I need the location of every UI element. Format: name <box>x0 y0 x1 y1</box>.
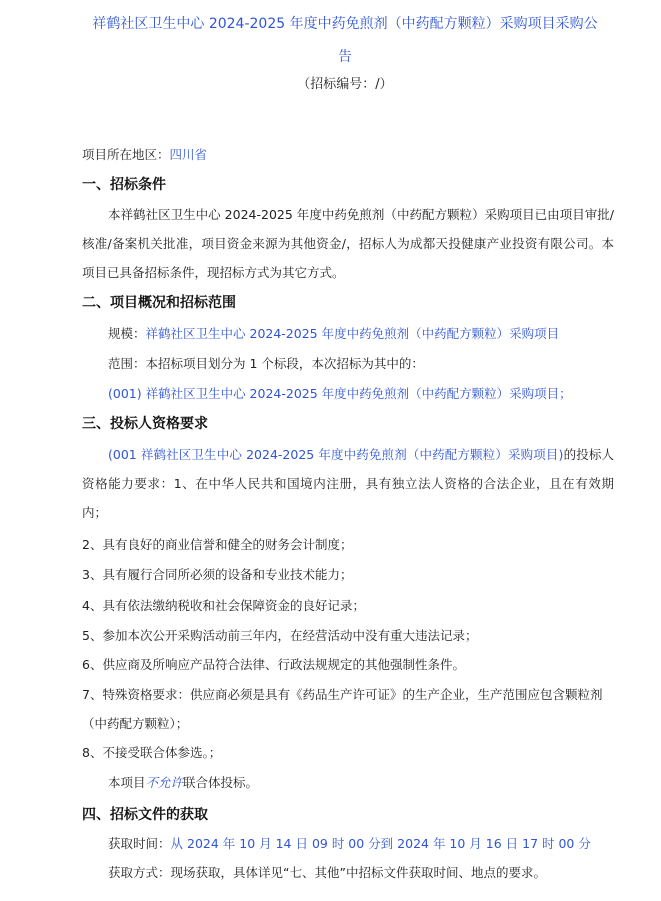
requirement-item: 2、具有良好的商业信誉和健全的财务会计制度； <box>82 537 353 552</box>
section-1-heading: 一、招标条件 <box>82 177 166 193</box>
scale-label: 规模： <box>108 326 146 341</box>
qualification-intro <box>82 440 614 527</box>
region-value: 四川省 <box>169 147 208 162</box>
section-4-heading: 四、招标文件的获取 <box>82 807 208 823</box>
doc-title-line1: 祥鹤社区卫生中心 2024-2025 年度中药免煎剂（中药配方颗粒）采购项目采购公 <box>92 16 598 32</box>
requirement-item: 8、不接受联合体参选。； <box>82 745 222 760</box>
project-scope: 范围：本招标项目划分为 1 个标段，本次招标为其中的： <box>108 356 424 371</box>
requirement-item: 5、参加本次公开采购活动前三年内，在经营活动中没有重大违法记录； <box>82 628 478 643</box>
acquire-time-label: 获取时间： <box>108 836 171 851</box>
qualification-text: 的投标人资格能力要求：1、在中华人民共和国境内注册，具有独立法人资格的合法企业，且在有效期内； <box>82 447 614 520</box>
section-2-heading: 二、项目概况和招标范围 <box>82 295 236 311</box>
acquire-method: 获取方式：现场获取，具体详见“七、其他”中招标文件获取时间、地点的要求。 <box>108 865 546 880</box>
acquire-time <box>108 834 648 854</box>
requirement-item: 7、特殊资格要求：供应商必须是具有《药品生产许可证》的生产企业，生产范围应包含颗粒剂（中药配方颗粒）； <box>82 687 603 731</box>
region-label: 项目所在地区： <box>82 147 170 162</box>
scale-value: 祥鹤社区卫生中心 2024-2025 年度中药免煎剂（中药配方颗粒）采购项目 <box>145 326 560 341</box>
project-region <box>82 145 622 165</box>
section-1-text: 本祥鹤社区卫生中心 2024-2025 年度中药免煎剂（中药配方颗粒）采购项目已由项目审批/核准/备案机关批准，项目资金来源为其他资金/，招标人为成都天投健康产业投资有限公司。本项目已具备招标条件，现招标方式为其它方式。 <box>82 207 614 280</box>
doc-title-line2: 告 <box>338 49 352 65</box>
lot-item: (001) 祥鹤社区卫生中心 2024-2025 年度中药免煎剂（中药配方颗粒）采购项目； <box>108 386 572 401</box>
consortium-value: 不允许 <box>145 775 184 790</box>
consortium-post: 联合体投标。 <box>183 775 259 790</box>
qualification-lot: (001 祥鹤社区卫生中心 2024-2025 年度中药免煎剂（中药配方颗粒）采购项目) <box>108 447 564 462</box>
requirement-item: 6、供应商及所响应产品符合法律、行政法规规定的其他强制性条件。 <box>82 657 465 672</box>
consortium-note <box>108 773 648 793</box>
section-3-heading: 三、投标人资格要求 <box>82 416 208 432</box>
requirement-item: 4、具有依法缴纳税收和社会保障资金的良好记录； <box>82 598 365 613</box>
acquire-time-value: 从 2024 年 10 月 14 日 09 时 00 分到 2024 年 10 月 16 日 17 时 00 分 <box>170 836 591 851</box>
tender-number: （招标编号：/） <box>297 77 393 92</box>
requirement-item: 3、具有履行合同所必须的设备和专业技术能力； <box>82 567 353 582</box>
project-scale <box>108 324 648 344</box>
consortium-pre: 本项目 <box>108 775 146 790</box>
